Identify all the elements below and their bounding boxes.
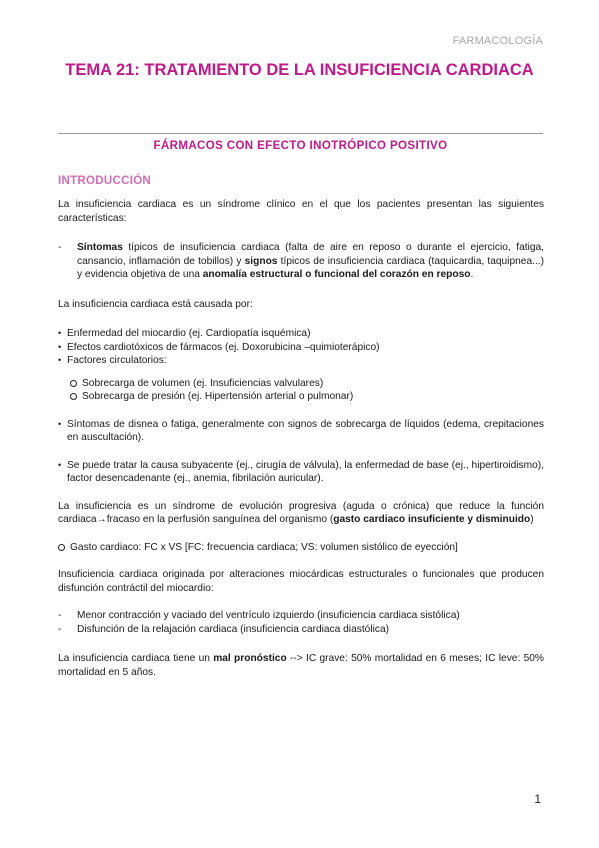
bullet-marker: • — [58, 459, 62, 470]
text-run: --> IC grave: 50% mortalidad en 6 meses; IC leve: 50% mortalidad en 5 años. — [58, 653, 544, 678]
circle-bullet-icon — [58, 544, 65, 551]
circle-bullet-icon — [70, 393, 77, 400]
dysfunction-text: Menor contracción y vaciado del ventrículo izquierdo (insuficiencia cardiaca sistólica) — [77, 610, 460, 621]
bold-text: mal pronóstico — [213, 653, 287, 664]
cause-item — [58, 327, 544, 341]
prognosis-paragraph — [58, 652, 544, 679]
bullet-marker: • — [58, 418, 62, 429]
page-number: 1 — [534, 792, 541, 806]
symptoms-item — [58, 241, 544, 282]
bullet-marker: • — [58, 328, 62, 338]
gasto-item — [58, 541, 544, 555]
intro-paragraph: La insuficiencia cardiaca es un síndrome clínico en el que los pacientes presentan las siguientes características: — [58, 199, 544, 224]
bold-text: anomalía estructural o funcional del corazón en reposo — [202, 269, 471, 280]
circulatory-text: Sobrecarga de volumen (ej. Insuficiencias valvulares) — [82, 377, 324, 389]
document-body — [58, 198, 544, 679]
page-title: TEMA 21: TRATAMIENTO DE LA INSUFICIENCIA CARDIACA — [65, 61, 534, 79]
text-run: La insuficiencia cardiaca tiene un — [58, 653, 214, 664]
symptoms-text — [77, 241, 544, 282]
dysfunction-item — [58, 623, 544, 637]
page-header: FARMACOLOGÍA — [452, 35, 543, 47]
causes-intro: La insuficiencia cardiaca está causada por: — [58, 298, 253, 310]
divider — [58, 133, 543, 134]
text-run: ) — [530, 514, 534, 525]
circulatory-item — [70, 390, 544, 404]
dash-marker: - — [58, 623, 62, 635]
bullet-marker: • — [58, 341, 62, 352]
cause-text: Enfermedad del miocardio (ej. Cardiopatía isquémica) — [67, 328, 311, 339]
text-run: típicos de insuficiencia cardiaca (falta de aire en reposo o durante el ejercicio, fatiga, cansancio, inflamación de tobillos) y — [77, 242, 544, 267]
treatment-bullet — [58, 459, 544, 486]
origin-paragraph: Insuficiencia cardiaca originada por alteraciones miocárdicas estructurales o funcionales que producen disfunción contráctil del miocardio: — [58, 569, 544, 594]
bold-text: Síntomas — [77, 242, 123, 253]
dysfunction-item — [58, 609, 544, 623]
gasto-text: Gasto cardiaco: FC x VS [FC: frecuencia cardiaca; VS: volumen sistólico de eyección] — [70, 541, 458, 553]
circulatory-text: Sobrecarga de presión (ej. Hipertensión arterial o pulmonar) — [82, 391, 354, 402]
symptom-bullet — [58, 418, 544, 445]
text-run: . — [470, 269, 474, 280]
section-heading: INTRODUCCIÓN — [58, 175, 152, 187]
bullet-text: Síntomas de disnea o fatiga, generalmente con signos de sobrecarga de líquidos (edema, crepitaciones en auscultación). — [67, 418, 544, 443]
section-subtitle: FÁRMACOS CON EFECTO INOTRÓPICO POSITIVO — [153, 140, 448, 152]
circulatory-item — [70, 377, 544, 391]
dash-marker: - — [58, 610, 62, 621]
cause-text: Factores circulatorios: — [67, 355, 167, 366]
text-run: típicos de insuficiencia cardiaca (taquicardia, taquipnea...) y evidencia objetiva de una — [77, 255, 544, 280]
progression-paragraph — [58, 500, 544, 527]
dysfunction-text: Disfunción de la relajación cardiaca (insuficiencia cardiaca diastólica) — [77, 623, 390, 635]
circle-bullet-icon — [70, 380, 77, 387]
bold-text: gasto cardiaco insuficiente y disminuido — [333, 514, 531, 525]
cause-item — [58, 354, 544, 368]
bullet-text: Se puede tratar la causa subyacente (ej., cirugía de válvula), la enfermedad de base (ej., hipertiroidismo), factor desencadenante (ej., anemia, fibrilación auricular). — [67, 459, 544, 484]
cause-item — [58, 341, 544, 355]
dash-marker: - — [58, 242, 62, 253]
bullet-marker: • — [58, 355, 62, 365]
bold-text: signos — [244, 255, 278, 267]
text-run: La insuficiencia es un síndrome de evolución progresiva (aguda o crónica) que reduce la función cardiaca→fracaso en la perfusión sanguínea del organismo ( — [58, 500, 544, 525]
cause-text: Efectos cardiotóxicos de fármacos (ej. Doxorubicina –quimioterápico) — [67, 341, 380, 353]
